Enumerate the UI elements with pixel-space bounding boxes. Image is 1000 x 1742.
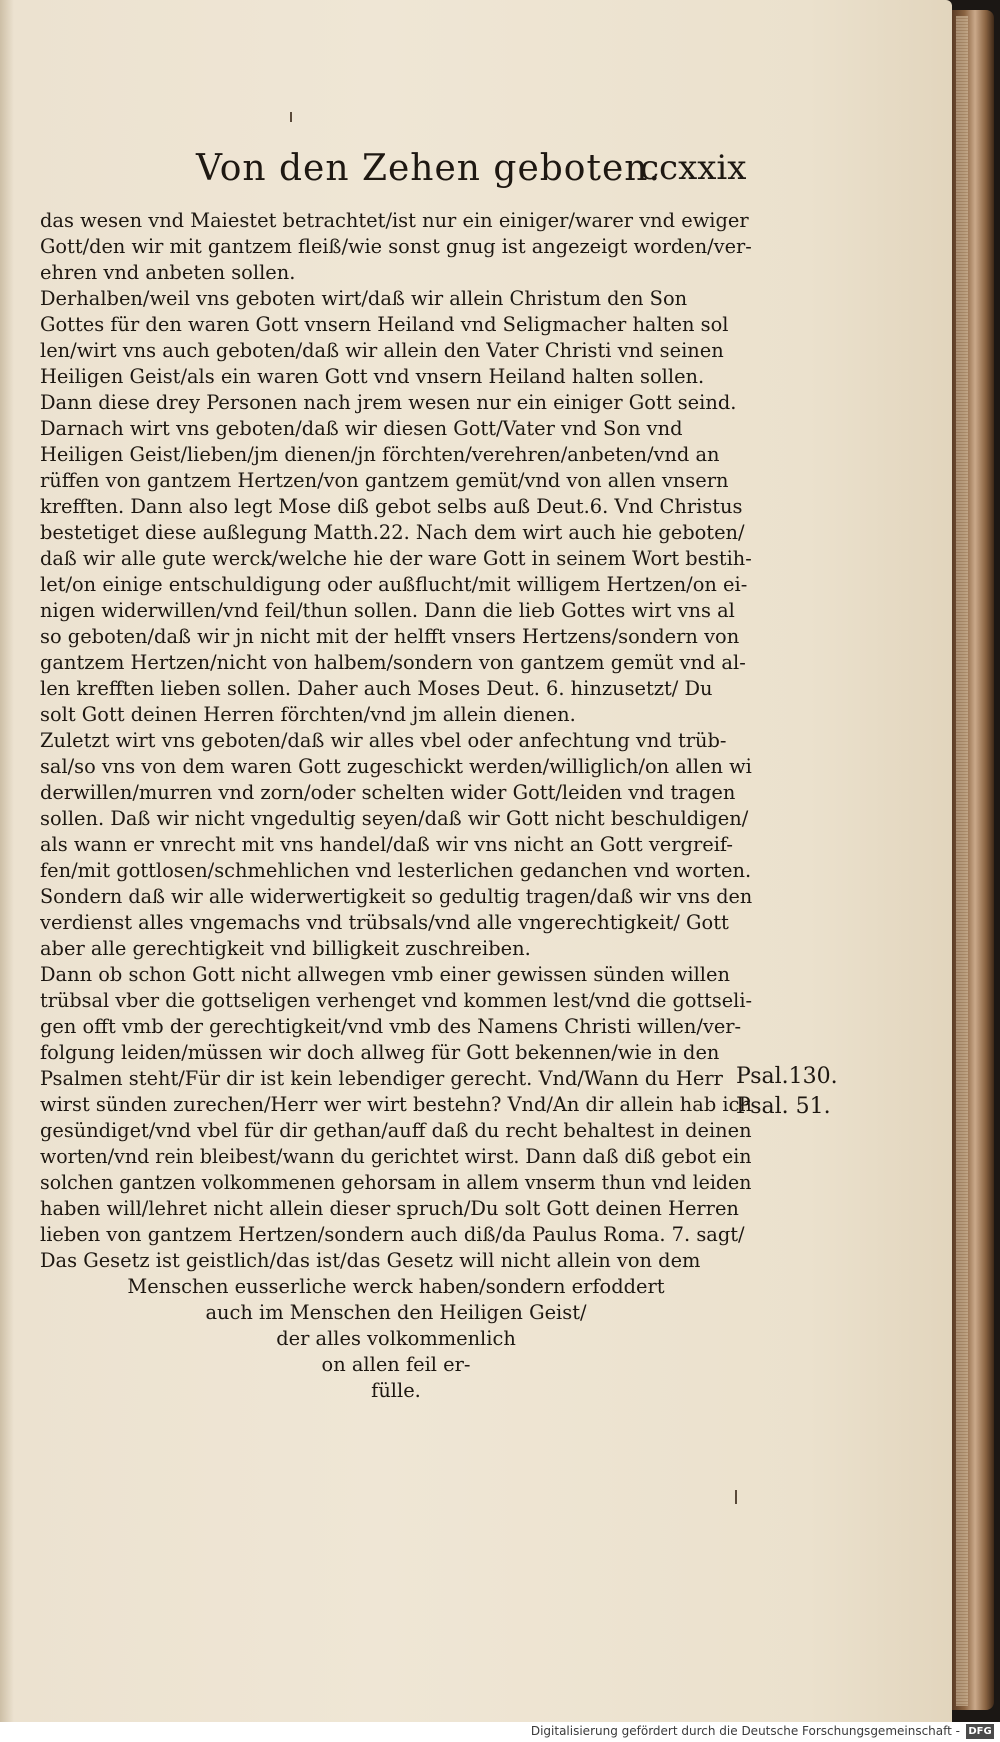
margin-note: Psal. 51. — [736, 1094, 831, 1119]
text-line: bestetiget diese außlegung Matth.22. Nach dem wirt auch hie geboten/ — [40, 521, 745, 544]
text-line: lieben von gantzem Hertzen/sondern auch diß/da Paulus Roma. 7. sagt/ — [40, 1223, 745, 1246]
text-line: Zuletzt wirt vns geboten/daß wir alles vbel oder anfechtung vnd trüb- — [40, 729, 727, 752]
text-line: solchen gantzen volkommenen gehorsam in allem vnserm thun vnd leiden — [40, 1171, 752, 1194]
text-line: haben will/lehret nicht allein dieser spruch/Du solt Gott deinen Herren — [40, 1197, 739, 1220]
text-line: krefften. Dann also legt Mose diß gebot selbs auß Deut.6. Vnd Christus — [40, 495, 743, 518]
text-line: Heiligen Geist/als ein waren Gott vnd vnsern Heiland halten sollen. — [40, 365, 705, 388]
page-stack — [956, 16, 968, 1706]
margin-notes — [736, 1062, 846, 1122]
text-line: Gottes für den waren Gott vnsern Heiland vnd Seligmacher halten sol — [40, 313, 729, 336]
text-line-tail: fülle. — [371, 1379, 421, 1402]
text-line: nigen widerwillen/vnd feil/thun sollen. Dann die lieb Gottes wirt vns al — [40, 599, 735, 622]
text-line: sollen. Daß wir nicht vngedultig seyen/daß wir Gott nicht beschuldigen/ — [40, 807, 749, 830]
text-line: let/on einige entschuldigung oder außflucht/mit willigem Hertzen/on ei- — [40, 573, 748, 596]
text-line: wirst sünden zurechen/Herr wer wirt bestehn? Vnd/An dir allein hab ich — [40, 1093, 752, 1116]
text-line: Dann diese drey Personen nach jrem wesen nur ein einiger Gott seind. — [40, 391, 737, 414]
text-line: len krefften lieben sollen. Daher auch Moses Deut. 6. hinzusetzt/ Du — [40, 677, 713, 700]
text-line-tail: Menschen eusserliche werck haben/sondern erfoddert — [127, 1275, 665, 1298]
text-line: Darnach wirt vns geboten/daß wir diesen Gott/Vater vnd Son vnd — [40, 417, 683, 440]
gutter-shadow — [0, 0, 14, 1722]
text-line: Derhalben/weil vns geboten wirt/daß wir allein Christum den Son — [40, 287, 688, 310]
print-mark — [735, 1490, 737, 1504]
text-line: gen offt vmb der gerechtigkeit/vnd vmb des Namens Christi willen/ver- — [40, 1015, 742, 1038]
text-line: derwillen/murren vnd zorn/oder schelten wider Gott/leiden vnd tragen — [40, 781, 736, 804]
footer-credit: Digitalisierung gefördert durch die Deutsche Forschungsgemeinschaft - — [530, 1724, 960, 1738]
text-line: verdienst alles vngemachs vnd trübsals/vnd alle vngerechtigkeit/ Gott — [40, 911, 729, 934]
text-line: das wesen vnd Maiestet betrachtet/ist nur ein einiger/warer vnd ewiger — [40, 209, 749, 232]
text-line: Psalmen steht/Für dir ist kein lebendiger gerecht. Vnd/Wann du Herr — [40, 1067, 723, 1090]
text-line: folgung leiden/müssen wir doch allweg für Gott bekennen/wie in den — [40, 1041, 720, 1064]
text-line: fen/mit gottlosen/schmehlichen vnd lesterlichen gedanchen vnd worten. — [40, 859, 752, 882]
text-line: Heiligen Geist/lieben/jm dienen/jn förchten/verehren/anbeten/vnd an — [40, 443, 720, 466]
text-line-tail: der alles volkommenlich — [276, 1327, 516, 1350]
text-line: als wann er vnrecht mit vns handel/daß wir vns nicht an Gott vergreif- — [40, 833, 733, 856]
text-line: Dann ob schon Gott nicht allwegen vmb einer gewissen sünden willen — [40, 963, 730, 986]
text-line: gantzem Hertzen/nicht von halbem/sondern von gantzem gemüt vnd al- — [40, 651, 746, 674]
text-line: Das Gesetz ist geistlich/das ist/das Gesetz will nicht allein von dem — [40, 1249, 701, 1272]
text-line: daß wir alle gute werck/welche hie der ware Gott in seinem Wort bestih- — [40, 547, 752, 570]
text-line-tail: auch im Menschen den Heiligen Geist/ — [205, 1301, 587, 1324]
text-line-tail: on allen feil er- — [321, 1353, 471, 1376]
text-line: solt Gott deinen Herren förchten/vnd jm allein dienen. — [40, 703, 576, 726]
text-line: aber alle gerechtigkeit vnd billigkeit zuschreiben. — [40, 937, 531, 960]
text-line: gesündiget/vnd vbel für dir gethan/auff daß du recht behaltest in deinen — [40, 1119, 752, 1142]
folio-number: ccxxix — [640, 148, 747, 188]
text-line: sal/so vns von dem waren Gott zugeschickt werden/williglich/on allen wi — [40, 755, 752, 778]
print-mark — [290, 112, 292, 122]
text-line: worten/vnd rein bleibest/wann du gerichtet wirst. Dann daß diß gebot ein — [40, 1145, 752, 1168]
running-title: Von den Zehen geboten. — [196, 148, 661, 189]
main-text-block — [40, 208, 752, 1404]
text-line: Gott/den wir mit gantzem fleiß/wie sonst gnug ist angezeigt worden/ver- — [40, 235, 752, 258]
margin-note: Psal.130. — [736, 1064, 838, 1089]
dfg-logo: DFG — [966, 1724, 994, 1739]
text-line: trübsal vber die gottseligen verhenget vnd kommen lest/vnd die gottseli- — [40, 989, 752, 1012]
footer-bar — [0, 1722, 1000, 1742]
text-line: Sondern daß wir alle widerwertigkeit so gedultig tragen/daß wir vns den — [40, 885, 752, 908]
text-line: so geboten/daß wir jn nicht mit der helfft vnsers Hertzens/sondern von — [40, 625, 740, 648]
text-line: len/wirt vns auch geboten/daß wir allein den Vater Christi vnd seinen — [40, 339, 724, 362]
text-line: ehren vnd anbeten sollen. — [40, 261, 296, 284]
text-line: rüffen von gantzem Hertzen/von gantzem gemüt/vnd von allen vnsern — [40, 469, 729, 492]
